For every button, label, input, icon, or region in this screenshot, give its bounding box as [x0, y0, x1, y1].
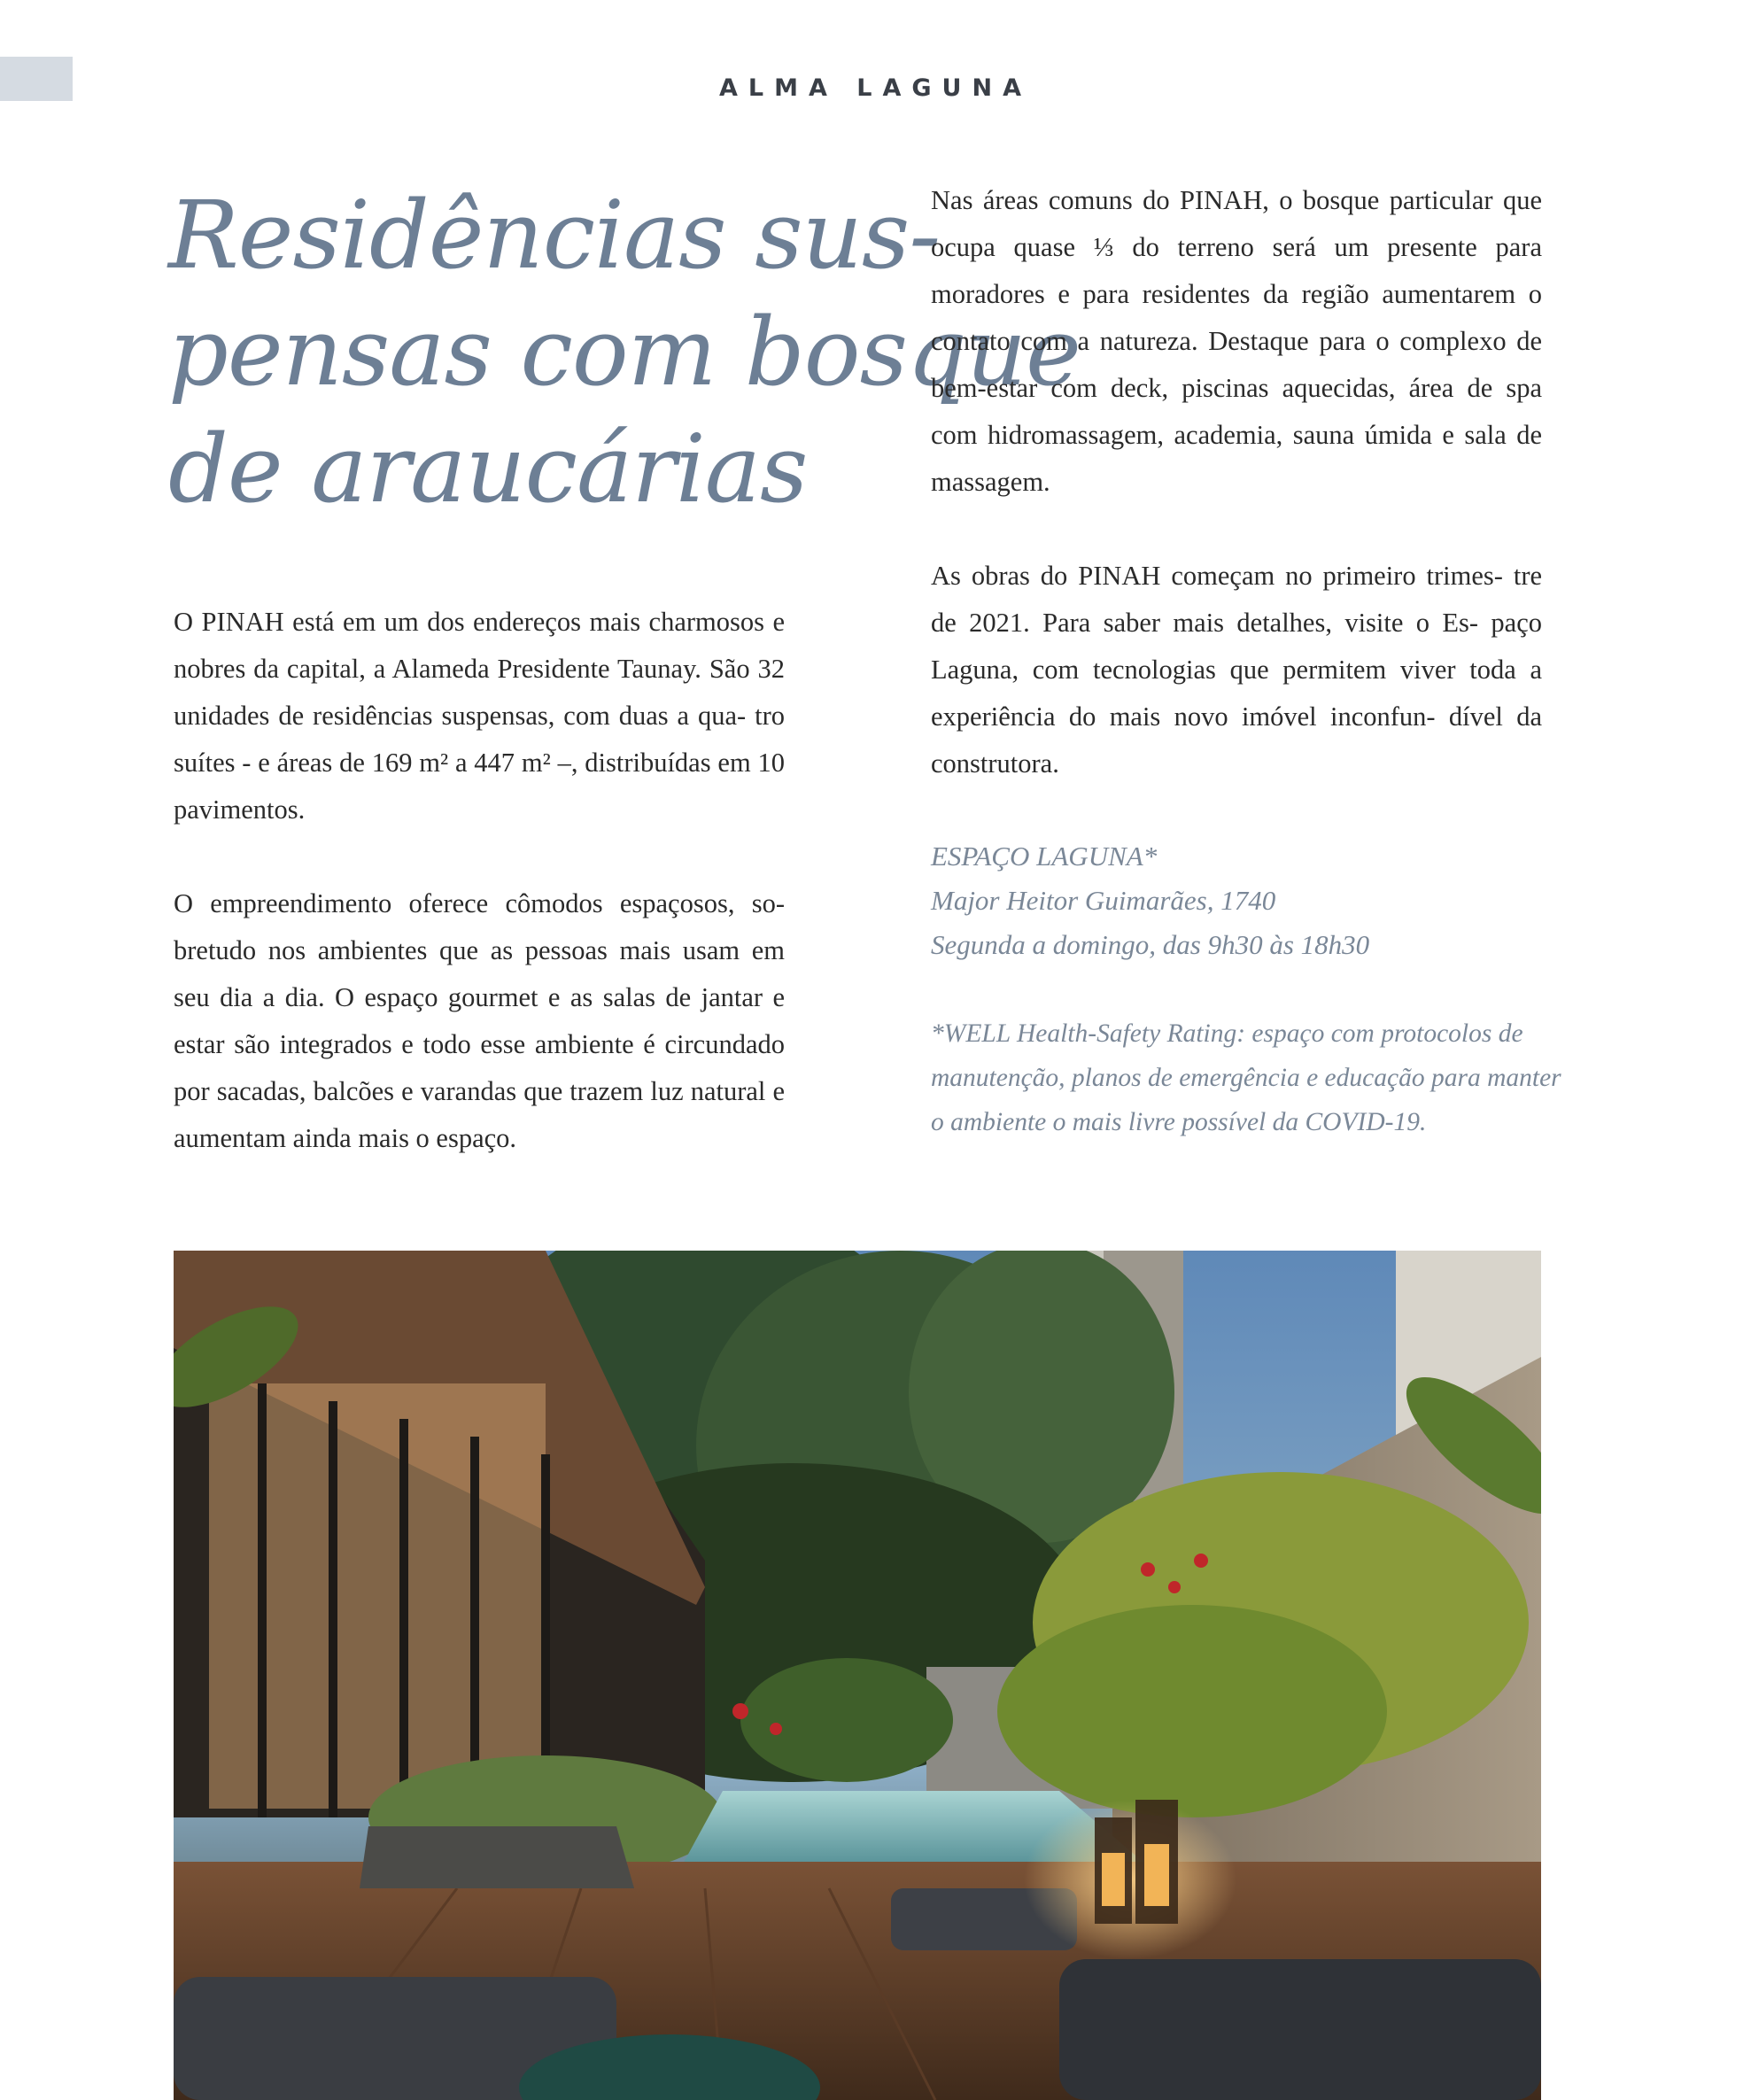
text-line: toda a experiência do mais novo imóvel inconfun-: [931, 655, 1543, 732]
showroom-name: ESPAÇO LAGUNA*: [931, 841, 1158, 872]
showroom-hours: Segunda a domingo, das 9h30 às 18h30: [931, 929, 1370, 960]
text-line: sala de massagem.: [931, 420, 1542, 497]
text-line: dível da construtora.: [931, 701, 1542, 779]
footnote: [931, 1011, 1561, 1144]
headline-line: Residências sus-: [168, 181, 941, 290]
text-line: em 10 pavimentos.: [174, 748, 786, 825]
text-line: O PINAH está em um dos endereços mais charmosos: [174, 607, 764, 637]
showroom-info: [931, 834, 1542, 967]
text-line: spa com hidromassagem, academia, sauna úmida e: [931, 373, 1543, 450]
text-line: por sacadas, balcões e varandas que trazem luz natural: [174, 1076, 766, 1106]
text-line: contato com a natureza. Destaque para o complexo: [931, 326, 1507, 356]
text-line: paço Laguna, com tecnologias que permitem viver: [931, 608, 1542, 685]
text-line: O empreendimento oferece cômodos espaçosos, so-: [174, 888, 785, 918]
headline-line: de araucárias: [168, 415, 808, 523]
footnote-line: o ambiente o mais livre possível da COVID-19.: [931, 1108, 1427, 1136]
paragraph: [931, 177, 1542, 506]
footnote-line: manutenção, planos de emergência e educação para manter: [931, 1064, 1561, 1092]
footnote-line: *WELL Health-Safety Rating: espaço com protocolos de: [931, 1019, 1523, 1048]
paragraph: [931, 553, 1542, 787]
paragraph: [174, 599, 785, 833]
text-line: tre de 2021. Para saber mais detalhes, visite o Es-: [931, 561, 1543, 638]
paragraph: [174, 880, 785, 1162]
right-text-column: [931, 177, 1561, 1144]
article-headline: [168, 177, 1081, 528]
text-line: que ocupa quase ⅓ do terreno será um presente para: [931, 185, 1543, 262]
running-header: ALMA LAGUNA: [719, 74, 1032, 102]
headline-line: pensas com bosque: [168, 298, 1081, 407]
text-line: Nas áreas comuns do PINAH, o bosque particular: [931, 185, 1493, 215]
text-line: de bem-estar com deck, piscinas aquecidas, área de: [931, 326, 1542, 403]
text-line: 32 unidades de residências suspensas, com duas a qua-: [174, 654, 786, 731]
text-line: As obras do PINAH começam no primeiro trimes-: [931, 561, 1503, 591]
text-line: e nobres da capital, a Alameda Presidente Taunay. São: [174, 607, 785, 684]
showroom-address: Major Heitor Guimarães, 1740: [931, 885, 1276, 916]
left-text-column: [174, 599, 785, 1209]
text-line: e aumentam ainda mais o espaço.: [174, 1076, 785, 1153]
text-line: seu dia a dia. O espaço gourmet e as salas de jantar e: [174, 982, 785, 1012]
pool-area-rendering: [174, 1251, 1541, 2100]
text-line: moradores e para residentes da região aumentarem o: [931, 279, 1542, 309]
text-line: tro suítes - e áreas de 169 m² a 447 m² –, distribuídas: [174, 701, 785, 778]
text-line: bretudo nos ambientes que as pessoas mais usam em: [174, 935, 785, 965]
text-line: estar são integrados e todo esse ambiente é circundado: [174, 1029, 785, 1059]
